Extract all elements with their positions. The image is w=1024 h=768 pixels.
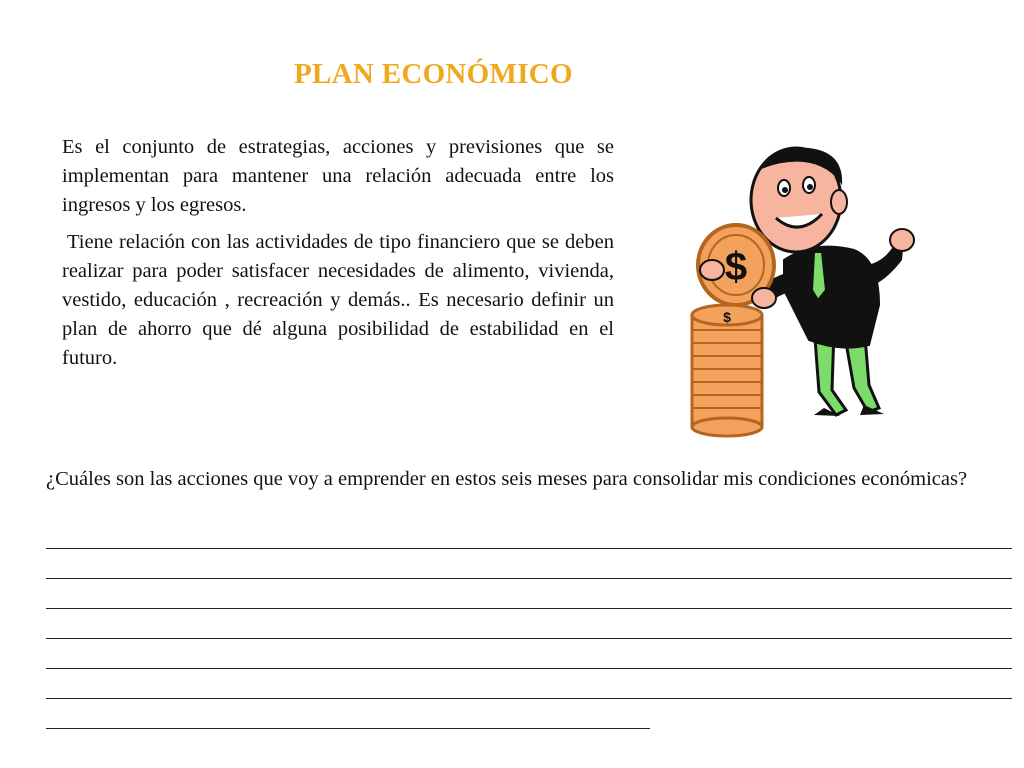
coin-stack-icon	[692, 305, 762, 436]
jacket-icon	[784, 247, 879, 348]
head-icon	[751, 148, 847, 252]
answer-line[interactable]	[46, 578, 1012, 580]
answer-line[interactable]	[46, 638, 1012, 640]
intro-paragraph-2: Tiene relación con las actividades de tipo financiero que se deben realizar para poder satisfacer necesidades de alimento, vivienda, vestido, educación , recreación y demás.. Es necesario definir un plan de ahorro que dé alguna posibilidad de estabilidad en el futuro.	[62, 231, 614, 369]
answer-line[interactable]	[46, 608, 1012, 610]
intro-paragraph-1: Es el conjunto de estrategias, acciones y previsiones que se implementan para mantener una relación adecuada entre los ingresos y los egresos.	[62, 136, 614, 216]
question-text: ¿Cuáles son las acciones que voy a emprender en estos seis meses para consolidar mis condiciones económicas?	[46, 468, 968, 490]
answer-line[interactable]	[46, 668, 1012, 670]
svg-text:$: $	[723, 309, 731, 325]
answer-line[interactable]	[46, 698, 1012, 700]
answer-line[interactable]	[46, 548, 1012, 550]
page-title: PLAN ECONÓMICO	[294, 58, 573, 90]
intro-text	[62, 133, 614, 373]
man-with-coins-icon	[664, 140, 924, 440]
answer-line-short[interactable]	[46, 728, 650, 730]
answer-area[interactable]	[46, 548, 1012, 758]
svg-text:$: $	[724, 245, 748, 289]
